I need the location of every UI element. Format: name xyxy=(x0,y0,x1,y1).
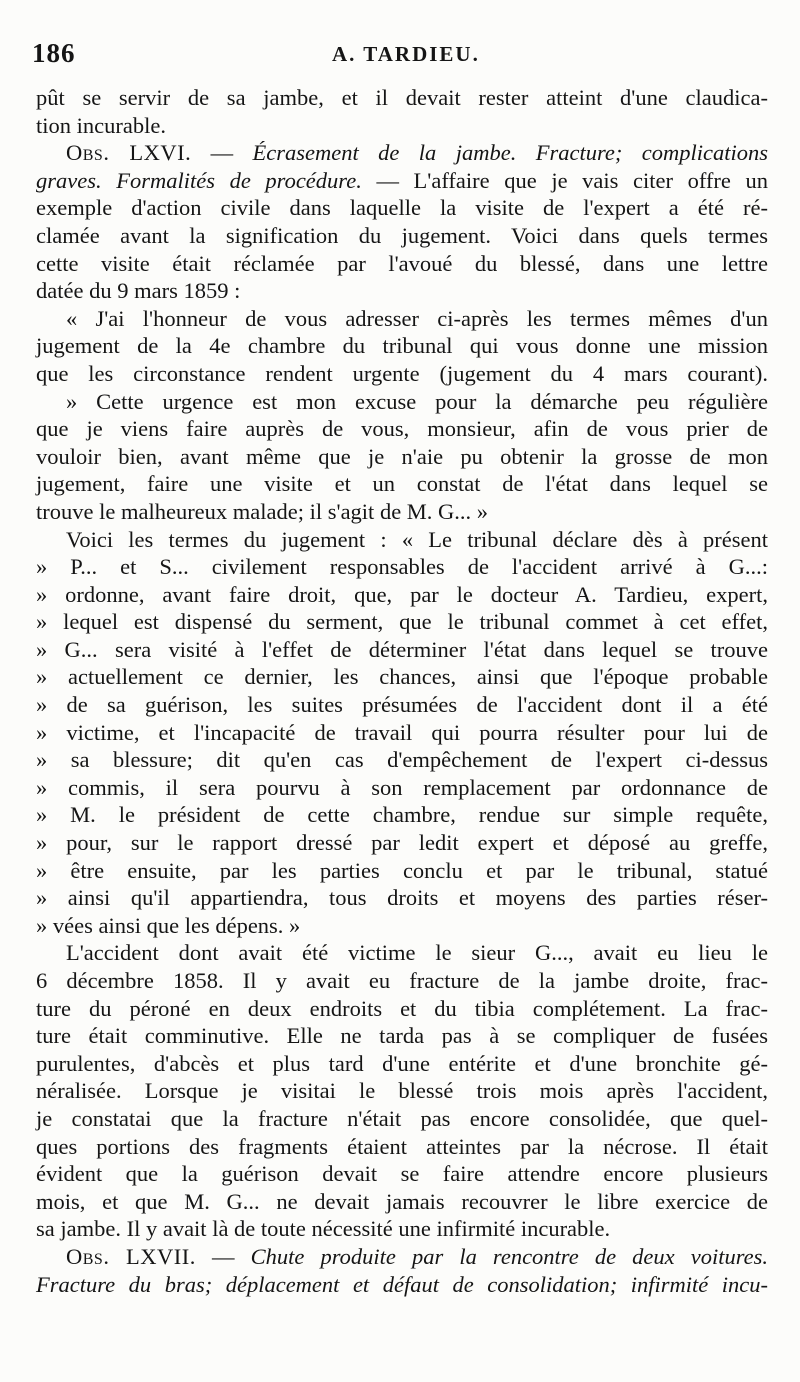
text-line xyxy=(36,1271,768,1299)
text-line: néralisée. Lorsque je visitai le blessé trois mois après l'accident, xyxy=(36,1078,768,1104)
observation-title: graves. Formalités de procédure. xyxy=(36,167,362,193)
observation-title: Écrasement de la jambe. Fracture; complications xyxy=(252,140,768,166)
text-line: exemple d'action civile dans laquelle la visite de l'expert a été ré- xyxy=(36,195,768,221)
text-segment: — L'affaire que je vais citer offre un xyxy=(361,167,768,193)
text-line: que je viens faire auprès de vous, monsieur, afin de vous prier de xyxy=(36,416,768,442)
text-line: purulentes, d'abcès et plus tard d'une entérite et d'une bronchite gé- xyxy=(36,1050,768,1076)
running-head xyxy=(32,38,760,72)
text-line: » Cette urgence est mon excuse pour la démarche peu régulière xyxy=(66,388,768,414)
text-line: » pour, sur le rapport dressé par ledit expert et déposé au greffe, xyxy=(36,830,768,856)
text-segment: — xyxy=(195,1243,251,1269)
text-line: sa jambe. Il y avait là de toute nécessité une infirmité incurable. xyxy=(36,1216,611,1242)
observation-number: Obs. LXVI. xyxy=(66,140,192,166)
running-title: A. TARDIEU. xyxy=(332,42,480,66)
text-line: ture du péroné en deux endroits et du tibia complétement. La frac- xyxy=(36,995,768,1021)
text-line: évident que la guérison devait se faire attendre encore plusieurs xyxy=(36,1161,768,1187)
text-line: » ordonne, avant faire droit, que, par le docteur A. Tardieu, expert, xyxy=(36,581,768,607)
text-line: » vées ainsi que les dépens. » xyxy=(36,912,301,938)
text-line: » M. le président de cette chambre, rendue sur simple requête, xyxy=(36,802,768,828)
text-line: » G... sera visité à l'effet de déterminer l'état dans lequel se trouve xyxy=(36,636,768,662)
text-line: que les circonstance rendent urgente (jugement du 4 mars courant). xyxy=(36,360,768,386)
text-line: tion incurable. xyxy=(36,112,166,138)
text-line: » actuellement ce dernier, les chances, ainsi que l'époque probable xyxy=(36,664,768,690)
text-line: ture était comminutive. Elle ne tarda pas à se compliquer de fusées xyxy=(36,1023,768,1049)
text-line: « J'ai l'honneur de vous adresser ci-après les termes mêmes d'un xyxy=(66,305,768,331)
body-text xyxy=(36,84,768,1298)
text-segment: — xyxy=(191,140,253,166)
text-line: ques portions des fragments étaient atteintes par la nécrose. Il était xyxy=(36,1133,768,1159)
text-line: trouve le malheureux malade; il s'agit de M. G... » xyxy=(36,498,489,524)
text-line: datée du 9 mars 1859 : xyxy=(36,278,241,304)
text-line: » lequel est dispensé du serment, que le tribunal commet à cet effet, xyxy=(36,609,768,635)
text-line: 6 décembre 1858. Il y avait eu fracture de la jambe droite, frac- xyxy=(36,968,768,993)
text-line: » sa blessure; dit qu'en cas d'empêchement de l'expert ci-dessus xyxy=(36,747,768,773)
observation-number: Obs. LXVII. xyxy=(66,1243,196,1269)
text-line: pût se servir de sa jambe, et il devait rester atteint d'une claudica- xyxy=(36,85,768,110)
text-line: » victime, et l'incapacité de travail qui pourra résulter pour lui de xyxy=(36,719,768,745)
text-line: » P... et S... civilement responsables de l'accident arrivé à G...: xyxy=(36,554,768,580)
text-line: » ainsi qu'il appartiendra, tous droits et moyens des parties réser- xyxy=(36,885,768,911)
text-line: jugement, faire une visite et un constat de l'état dans lequel se xyxy=(36,471,768,497)
text-line xyxy=(36,1243,768,1271)
page-number: 186 xyxy=(32,38,76,68)
text-line: cette visite était réclamée par l'avoué du blessé, dans une lettre xyxy=(36,250,768,276)
text-line: clamée avant la signification du jugement. Voici dans quels termes xyxy=(36,222,768,248)
text-line: L'accident dont avait été victime le sieur G..., avait eu lieu le xyxy=(66,940,768,966)
observation-title: Fracture du bras; déplacement et défaut de consolidation; infirmité incu- xyxy=(36,1271,768,1297)
text-line: je constatai que la fracture n'était pas encore consolidée, que quel- xyxy=(36,1105,768,1131)
text-line: » commis, il sera pourvu à son remplacement par ordonnance de xyxy=(36,774,768,800)
observation-title: Chute produite par la rencontre de deux voitures. xyxy=(250,1243,769,1269)
text-line: » de sa guérison, les suites présumées de l'accident dont il a été xyxy=(36,692,768,718)
text-line: vouloir bien, avant même que je n'aie pu obtenir la grosse de mon xyxy=(36,443,768,469)
text-line: jugement de la 4e chambre du tribunal qui vous donne une mission xyxy=(36,333,768,359)
text-line xyxy=(36,167,768,195)
text-line: Voici les termes du jugement : « Le tribunal déclare dès à présent xyxy=(66,526,768,552)
text-line xyxy=(36,139,768,167)
text-line: mois, et que M. G... ne devait jamais recouvrer le libre exercice de xyxy=(36,1188,768,1214)
text-line: » être ensuite, par les parties conclu et par le tribunal, statué xyxy=(36,857,768,883)
